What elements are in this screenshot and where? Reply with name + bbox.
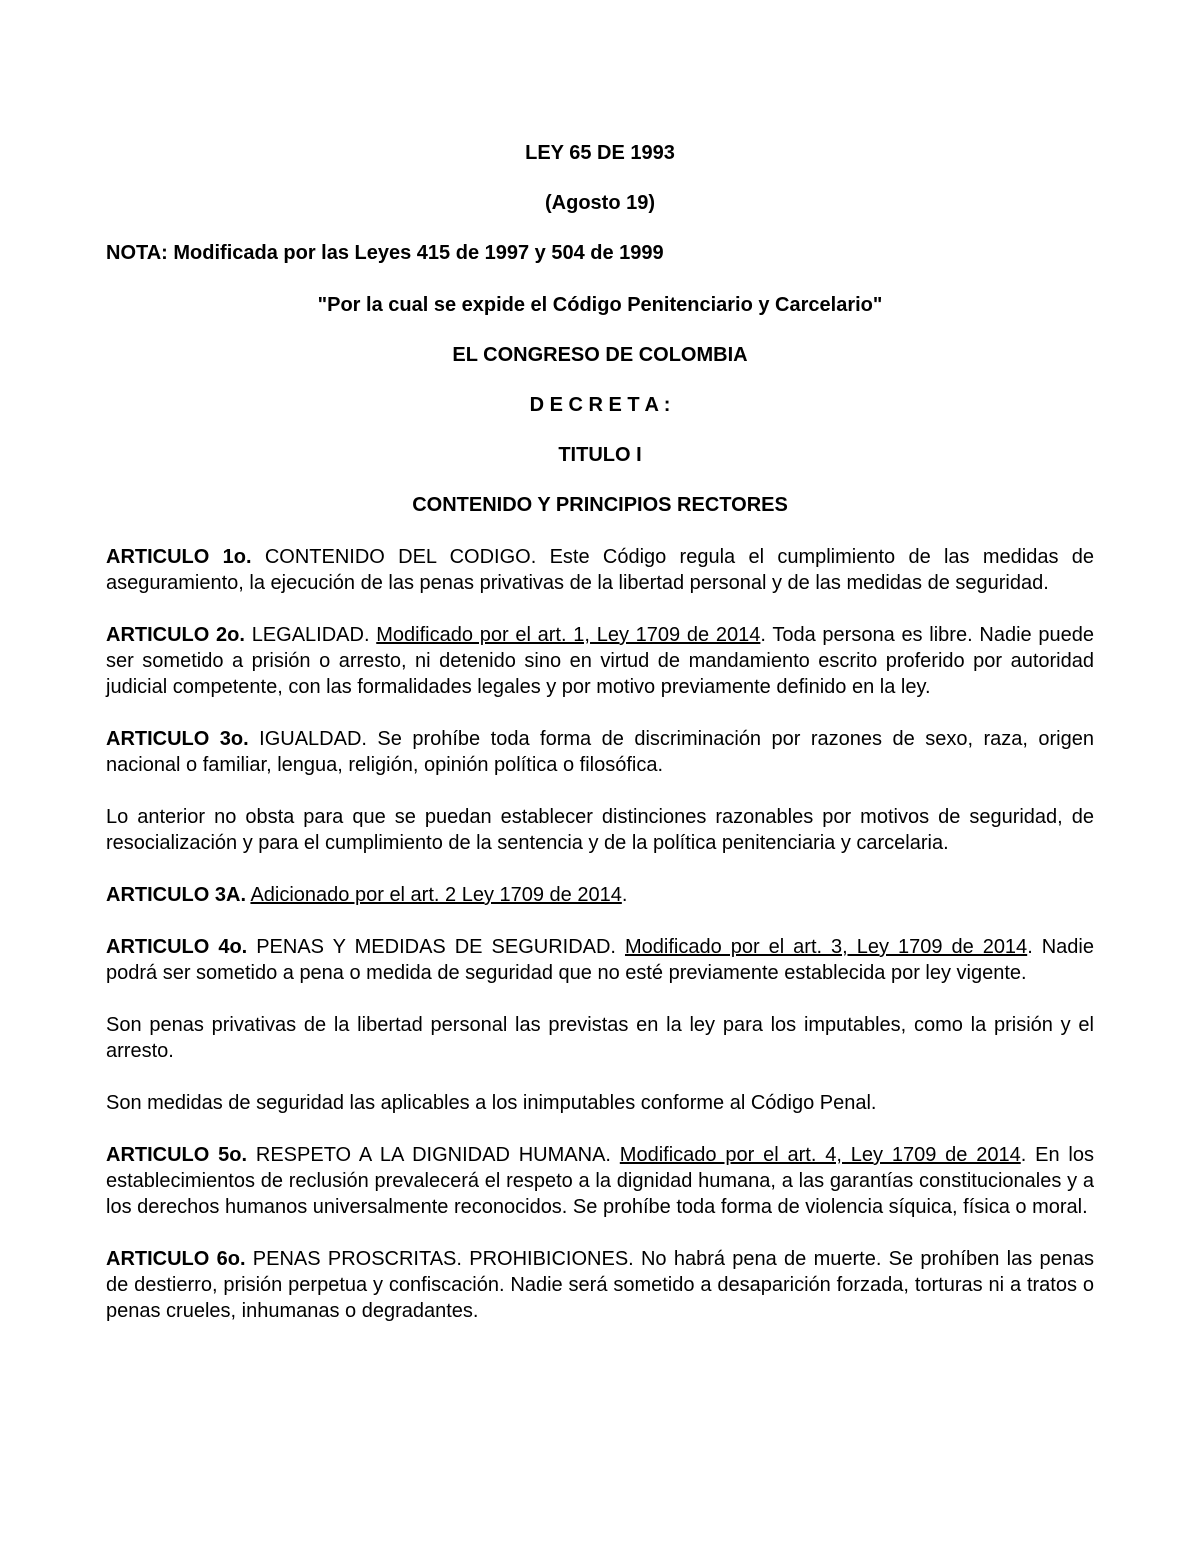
article-3-text: IGUALDAD. Se prohíbe toda forma de discriminación por razones de sexo, raza, origen nacional o familiar, lengua, religión, opinión política o filosófica.	[106, 728, 1094, 776]
article-5-modification-link[interactable]: Modificado por el art. 4, Ley 1709 de 2014	[619, 1144, 1021, 1166]
article-4-label: ARTICULO 4o.	[106, 936, 248, 958]
article-4	[106, 934, 1094, 986]
title-heading: TITULO I	[558, 444, 642, 466]
article-1-label: ARTICULO 1o.	[106, 546, 252, 568]
article-2-text-after: . Toda persona es libre. Nadie puede ser sometido a prisión o arresto, ni detenido sino en virtud de mandamiento escrito proferido por autoridad judicial competente, con las formalidades legales y por motivo previamente definido en la ley.	[106, 624, 1094, 698]
article-2-modification-link[interactable]: Modificado por el art. 1, Ley 1709 de 2014	[376, 624, 761, 646]
law-title: LEY 65 DE 1993	[525, 142, 675, 164]
article-4-paragraph-2: Son penas privativas de la libertad personal las previstas en la ley para los imputables, como la prisión y el arresto.	[106, 1014, 1094, 1062]
document-page	[106, 140, 1094, 1350]
article-5-label: ARTICULO 5o.	[106, 1144, 248, 1166]
article-6	[106, 1246, 1094, 1324]
law-date: (Agosto 19)	[545, 192, 655, 214]
title-name: CONTENIDO Y PRINCIPIOS RECTORES	[412, 494, 788, 516]
article-6-text: PENAS PROSCRITAS. PROHIBICIONES. No habrá pena de muerte. Se prohíben las penas de destierro, prisión perpetua y confiscación. Nadie será sometido a desaparición forzada, torturas ni a tratos o penas crueles, inhumanas o degradantes.	[106, 1248, 1094, 1322]
article-6-label: ARTICULO 6o.	[106, 1248, 246, 1270]
article-5-text-before: RESPETO A LA DIGNIDAD HUMANA.	[247, 1144, 620, 1166]
article-3	[106, 726, 1094, 778]
article-3a-label: ARTICULO 3A.	[106, 884, 246, 906]
decree-heading: D E C R E T A :	[529, 394, 671, 416]
article-4-paragraph-3: Son medidas de seguridad las aplicables a los inimputables conforme al Código Penal.	[106, 1092, 877, 1114]
law-issuer: EL CONGRESO DE COLOMBIA	[452, 344, 748, 366]
article-3-label: ARTICULO 3o.	[106, 728, 249, 750]
article-3-paragraph-2: Lo anterior no obsta para que se puedan establecer distinciones razonables por motivos de seguridad, de resocialización y para el cumplimiento de la sentencia y de la política penitenciaria y carcelaria.	[106, 806, 1094, 854]
article-2-text-before: LEGALIDAD.	[244, 624, 377, 646]
article-5-text-after: . En los establecimientos de reclusión prevalecerá el respeto a la dignidad humana, a las garantías constitucionales y a los derechos humanos universalmente reconocidos. Se prohíbe toda forma de violencia síquica, física o moral.	[106, 1144, 1094, 1218]
law-subtitle: "Por la cual se expide el Código Penitenciario y Carcelario"	[317, 294, 883, 316]
article-3a	[106, 882, 1094, 908]
article-3a-addition-link[interactable]: Adicionado por el art. 2 Ley 1709 de 2014	[250, 884, 622, 906]
article-4-modification-link[interactable]: Modificado por el art. 3, Ley 1709 de 2014	[624, 936, 1028, 958]
article-4-text-before: PENAS Y MEDIDAS DE SEGURIDAD.	[247, 936, 625, 958]
article-4-text-after: . Nadie podrá ser sometido a pena o medida de seguridad que no esté previamente establecida por ley vigente.	[106, 936, 1094, 984]
article-2	[106, 622, 1094, 700]
article-1	[106, 544, 1094, 596]
article-1-text: CONTENIDO DEL CODIGO. Este Código regula el cumplimiento de las medidas de aseguramiento, la ejecución de las penas privativas de la libertad personal y de las medidas de seguridad.	[106, 546, 1094, 594]
article-2-label: ARTICULO 2o.	[106, 624, 245, 646]
article-5	[106, 1142, 1094, 1220]
article-3a-text-after: .	[621, 884, 628, 906]
law-note: NOTA: Modificada por las Leyes 415 de 1997 y 504 de 1999	[106, 242, 664, 264]
